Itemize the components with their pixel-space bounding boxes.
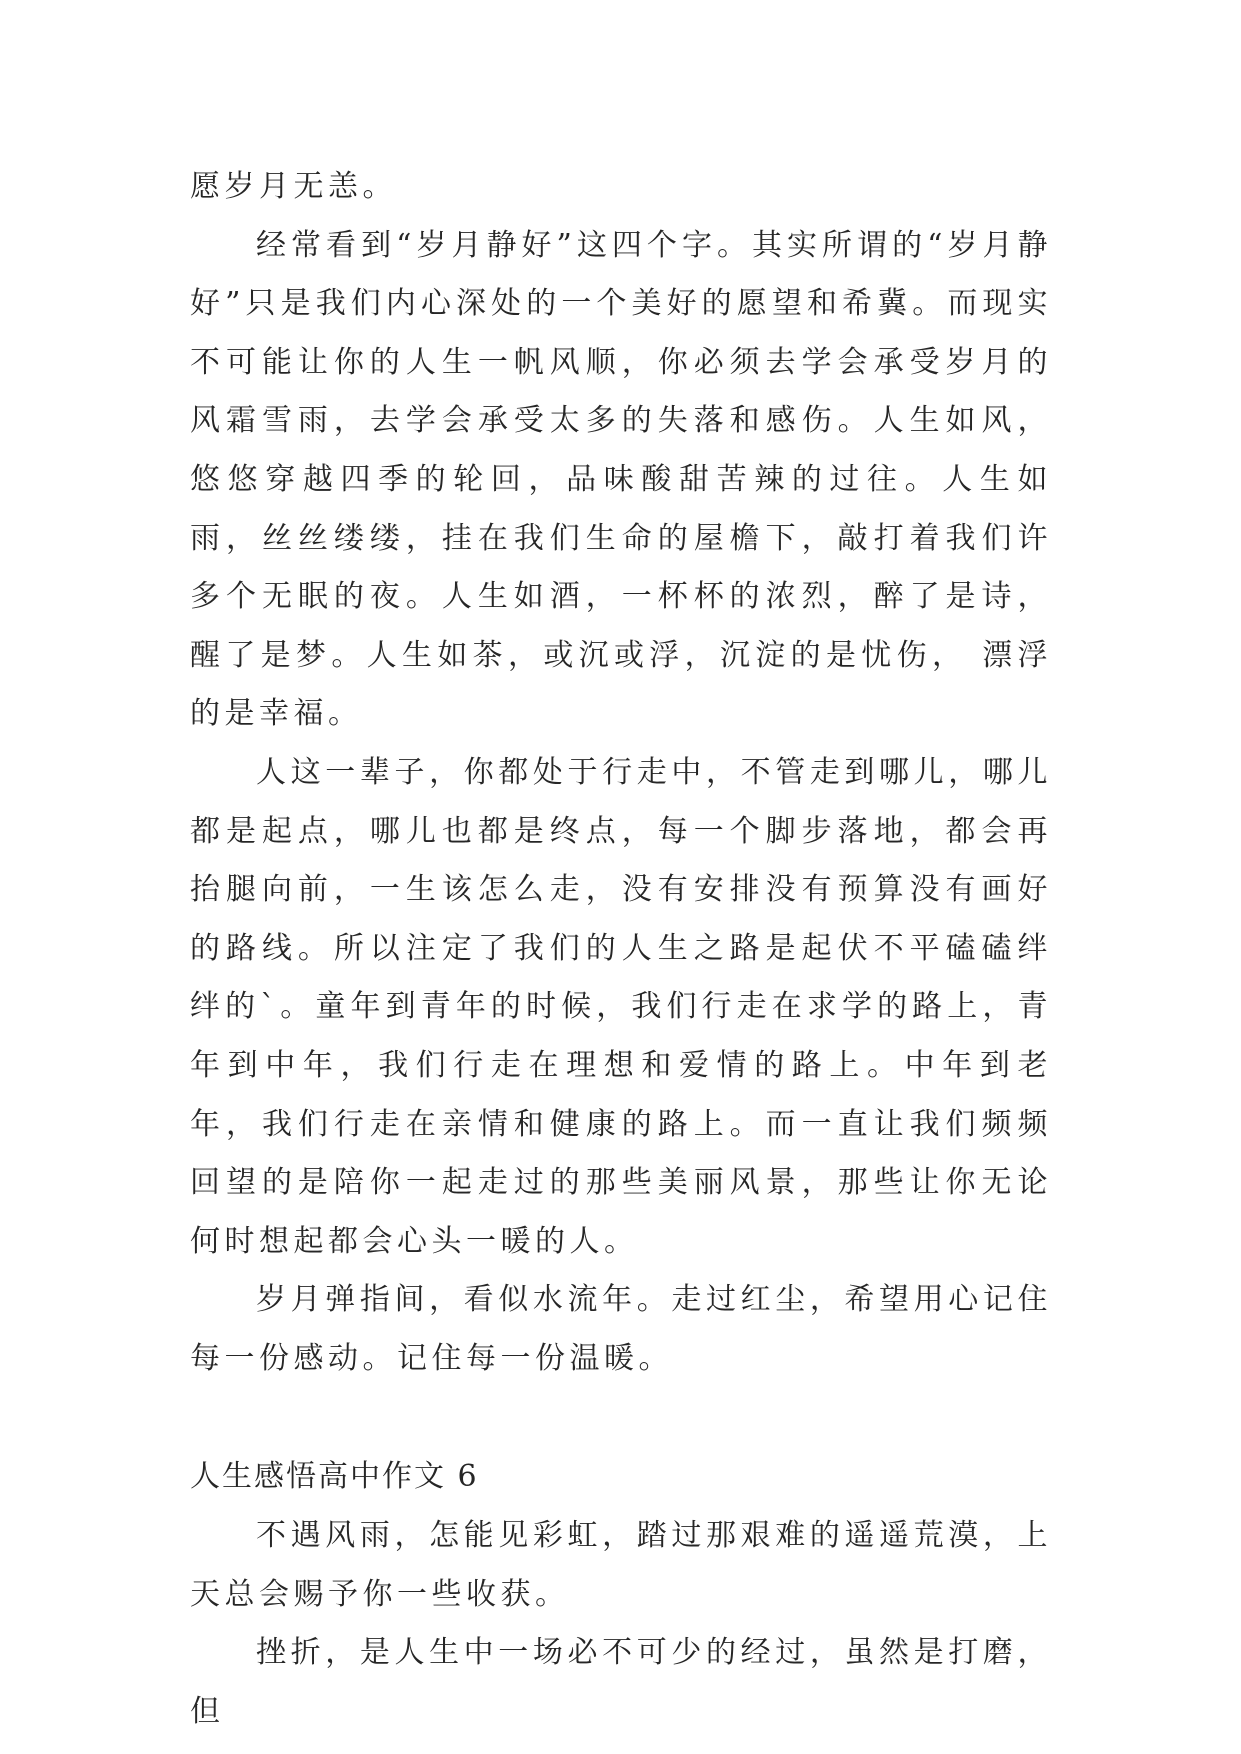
paragraph-2: 经常看到“岁月静好”这四个字。其实所谓的“岁月静好”只是我们内心深处的一个美好的愿望和希冀。而现实不可能让你的人生一帆风顺，你必须去学会承受岁月的风霜雪雨，去学会承受太多的失落和感伤。人生如风，悠悠穿越四季的轮回，品味酸甜苦辣的过往。人生如雨，丝丝缕缕，挂在我们生命的屋檐下，敲打着我们许多个无眠的夜。人生如酒，一杯杯的浓烈，醉了是诗，醒了是梦。人生如茶，或沉或浮，沉淀的是忧伤， 漂浮的是幸福。 [190,227,1052,732]
paragraph-4: 岁月弹指间，看似水流年。走过红尘，希望用心记住每一份感动。记住每一份温暖。 [190,1282,1052,1376]
paragraph-5: 不遇风雨，怎能见彩虹，踏过那艰难的遥遥荒漠，上天总会赐予你一些收获。 [190,1518,1052,1612]
section-heading: 人生感悟高中作文 6 [190,1459,479,1495]
paragraph-3: 人这一辈子，你都处于行走中，不管走到哪儿，哪儿都是起点，哪儿也都是终点，每一个脚步落地，都会再抬腿向前，一生该怎么走，没有安排没有预算没有画好的路线。所以注定了我们的人生之路是起伏不平磕磕绊绊的`。童年到青年的时候，我们行走在求学的路上，青年到中年，我们行走在理想和爱情的路上。中年到老年，我们行走在亲情和健康的路上。而一直让我们频频回望的是陪你一起走过的那些美丽风景，那些让你无论何时想起都会心头一暖的人。 [190,754,1052,1259]
paragraph-1: 愿岁月无恙。 [190,169,397,204]
paragraph-6: 挫折，是人生中一场必不可少的经过，虽然是打磨，但 [190,1635,1052,1729]
document-body [190,158,1052,1741]
section-spacer [190,1388,1052,1448]
